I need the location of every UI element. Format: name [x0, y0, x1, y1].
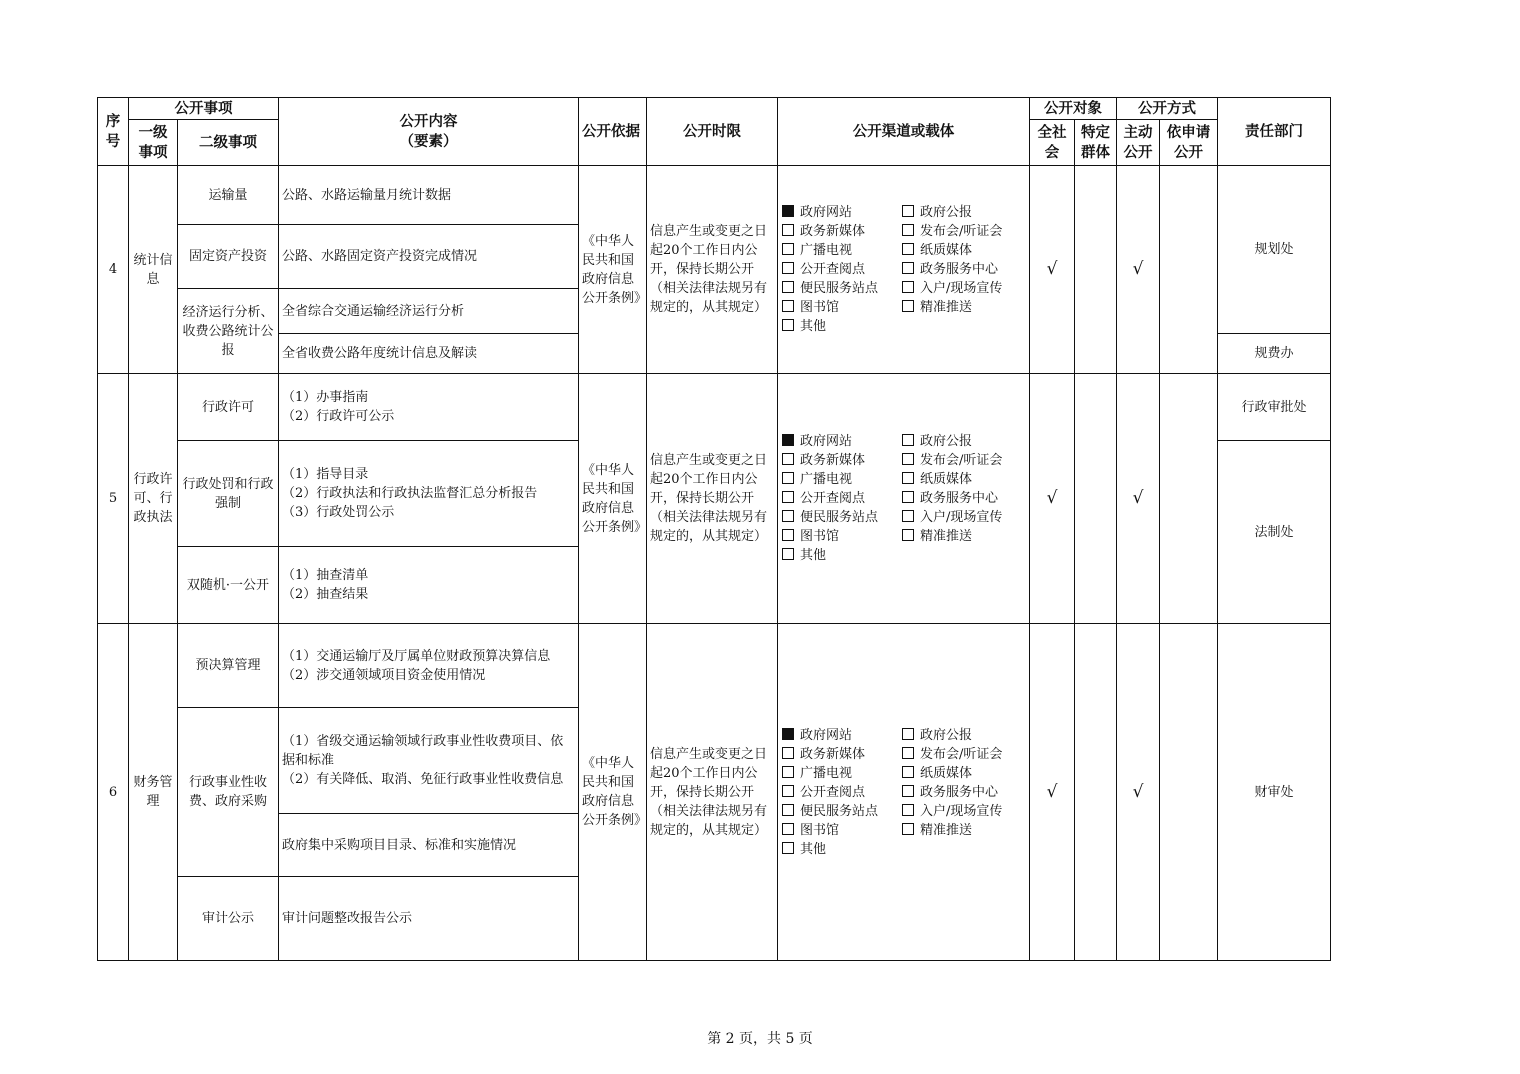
channel-option[interactable]	[902, 260, 998, 279]
channel-option[interactable]	[782, 298, 902, 317]
content-line: （2）涉交通领域项目资金使用情况	[282, 667, 486, 683]
content-cell: 政府集中采购项目目录、标准和实施情况	[279, 814, 579, 877]
unchecked-box-icon	[902, 224, 914, 236]
level2-item: 行政事业性收费、政府采购	[178, 708, 279, 877]
channel-option[interactable]	[902, 802, 1002, 821]
check-all-society: √	[1030, 374, 1075, 624]
level2-item: 运输量	[178, 166, 279, 225]
unchecked-box-icon	[902, 728, 914, 740]
header-specific: 特定群体	[1075, 120, 1117, 166]
channel-row	[782, 764, 1026, 783]
content-line: （1）省级交通运输领域行政事业性收费项目、依据和标准	[282, 734, 564, 768]
level1-item: 行政许可、行政执法	[129, 374, 178, 624]
content-line: （2）抽查结果	[282, 587, 369, 602]
channel-row	[782, 783, 1026, 802]
time-cell: 信息产生或变更之日起20个工作日内公开，保持长期公开（相关法律法规另有规定的，从其规定）	[647, 166, 778, 374]
channel-option[interactable]	[782, 241, 902, 260]
channel-list	[778, 166, 1030, 374]
unchecked-box-icon	[782, 262, 794, 274]
channel-label: 发布会/听证会	[920, 746, 1003, 762]
checked-box-icon	[782, 728, 794, 740]
unchecked-box-icon	[902, 529, 914, 541]
row-number: 6	[98, 624, 129, 961]
checked-box-icon	[782, 434, 794, 446]
channel-option[interactable]	[782, 726, 902, 745]
channel-label: 公开查阅点	[800, 491, 866, 506]
content-cell	[279, 374, 579, 441]
channel-option[interactable]	[782, 317, 902, 336]
content-cell: 全省综合交通运输经济运行分析	[279, 289, 579, 334]
header-request: 依申请公开	[1160, 120, 1218, 166]
basis-cell: 《中华人民共和国政府信息公开条例》	[579, 166, 647, 374]
channel-row	[782, 726, 1026, 745]
channel-label: 其他	[800, 319, 827, 334]
channel-label: 广播电视	[800, 765, 853, 781]
content-cell	[279, 708, 579, 814]
time-cell: 信息产生或变更之日起20个工作日内公开，保持长期公开（相关法律法规另有规定的，从其规定）	[647, 374, 778, 624]
channel-option[interactable]	[902, 821, 972, 840]
unchecked-box-icon	[902, 785, 914, 797]
unchecked-box-icon	[782, 243, 794, 255]
level2-item: 审计公示	[178, 877, 279, 961]
content-line: （2）行政执法和行政执法监督汇总分析报告	[282, 486, 538, 501]
header-items: 公开事项	[129, 98, 279, 120]
channel-option[interactable]	[902, 222, 1002, 241]
channel-option[interactable]	[782, 821, 902, 840]
channel-option[interactable]	[902, 203, 972, 222]
content-cell	[279, 547, 579, 624]
content-cell: 公路、水路固定资产投资完成情况	[279, 225, 579, 289]
channel-row	[782, 279, 1026, 298]
channel-label: 图书馆	[800, 822, 840, 838]
channel-option[interactable]	[902, 241, 972, 260]
channel-label: 政务服务中心	[920, 262, 999, 277]
header-level2: 二级事项	[178, 120, 279, 166]
unchecked-box-icon	[902, 262, 914, 274]
channel-label: 公开查阅点	[800, 262, 866, 277]
level1-item: 财务管理	[129, 624, 178, 961]
channel-label: 政务服务中心	[920, 491, 999, 506]
table-row	[98, 166, 1331, 225]
header-mode: 公开方式	[1117, 98, 1218, 120]
channel-label: 纸质媒体	[920, 472, 973, 487]
channel-label: 便民服务站点	[800, 281, 879, 296]
check-active: √	[1117, 166, 1160, 374]
unchecked-box-icon	[902, 434, 914, 446]
channel-row	[782, 241, 1026, 260]
channel-label: 图书馆	[800, 529, 840, 544]
content-cell: 全省收费公路年度统计信息及解读	[279, 334, 579, 374]
content-line: （3）行政处罚公示	[282, 505, 395, 520]
content-line: （1）交通运输厅及厅属单位财政预算决算信息	[282, 648, 551, 664]
channel-row	[782, 470, 1026, 489]
check-active: √	[1117, 624, 1160, 961]
channel-option[interactable]	[902, 298, 972, 317]
time-cell: 信息产生或变更之日起20个工作日内公开，保持长期公开（相关法律法规另有规定的，从其规定）	[647, 624, 778, 961]
channel-label: 政府公报	[920, 434, 973, 449]
unchecked-box-icon	[782, 491, 794, 503]
channel-option[interactable]	[782, 489, 902, 508]
dept-cell: 财审处	[1218, 624, 1331, 961]
header-content-title: 公开内容	[399, 113, 458, 130]
channel-row	[782, 317, 1026, 336]
header-active: 主动公开	[1117, 120, 1160, 166]
channel-option[interactable]	[902, 508, 1002, 527]
channel-option[interactable]	[902, 432, 972, 451]
channel-label: 精准推送	[920, 822, 973, 838]
channel-label: 政府网站	[800, 434, 853, 449]
table-row	[98, 624, 1331, 708]
unchecked-box-icon	[902, 804, 914, 816]
channel-label: 发布会/听证会	[920, 224, 1003, 239]
unchecked-box-icon	[902, 453, 914, 465]
request-cell	[1160, 374, 1218, 624]
dept-cell: 法制处	[1218, 441, 1331, 624]
header-seq: 序号	[98, 98, 129, 166]
channel-label: 精准推送	[920, 529, 973, 544]
unchecked-box-icon	[902, 510, 914, 522]
channel-row	[782, 451, 1026, 470]
header-dept: 责任部门	[1218, 98, 1331, 166]
level2-item: 双随机·一公开	[178, 547, 279, 624]
channel-option[interactable]	[902, 726, 972, 745]
content-cell	[279, 624, 579, 708]
channel-label: 精准推送	[920, 300, 973, 315]
channel-row	[782, 203, 1026, 222]
level2-item: 行政处罚和行政强制	[178, 441, 279, 547]
header-all-society: 全社会	[1030, 120, 1075, 166]
unchecked-box-icon	[902, 205, 914, 217]
unchecked-box-icon	[902, 823, 914, 835]
channel-option[interactable]	[782, 840, 902, 859]
header-target: 公开对象	[1030, 98, 1117, 120]
specific-cell	[1075, 374, 1117, 624]
unchecked-box-icon	[902, 491, 914, 503]
channel-label: 入户/现场宣传	[920, 803, 1003, 819]
channel-label: 政府网站	[800, 727, 853, 743]
unchecked-box-icon	[782, 300, 794, 312]
channel-row	[782, 508, 1026, 527]
channel-option[interactable]	[782, 764, 902, 783]
channel-option[interactable]	[782, 203, 902, 222]
channel-label: 政务服务中心	[920, 784, 999, 800]
channel-row	[782, 222, 1026, 241]
level2-item: 行政许可	[178, 374, 279, 441]
table-row	[98, 374, 1331, 441]
specific-cell	[1075, 166, 1117, 374]
unchecked-box-icon	[782, 766, 794, 778]
check-all-society: √	[1030, 624, 1075, 961]
unchecked-box-icon	[902, 766, 914, 778]
channel-option[interactable]	[782, 222, 902, 241]
channel-row	[782, 821, 1026, 840]
content-line: （1）办事指南	[282, 390, 369, 405]
checked-box-icon	[782, 205, 794, 217]
content-line: （1）抽查清单	[282, 568, 369, 583]
channel-label: 政务新媒体	[800, 746, 866, 762]
channel-label: 其他	[800, 841, 827, 857]
channel-row	[782, 802, 1026, 821]
channel-label: 其他	[800, 548, 827, 563]
unchecked-box-icon	[782, 224, 794, 236]
unchecked-box-icon	[782, 747, 794, 759]
dept-cell: 行政审批处	[1218, 374, 1331, 441]
level2-item: 经济运行分析、收费公路统计公报	[178, 289, 279, 374]
channel-label: 纸质媒体	[920, 765, 973, 781]
channel-label: 发布会/听证会	[920, 453, 1003, 468]
channel-label: 政务新媒体	[800, 453, 866, 468]
channel-row	[782, 840, 1026, 859]
channel-option[interactable]	[782, 783, 902, 802]
content-cell: 公路、水路运输量月统计数据	[279, 166, 579, 225]
header-time: 公开时限	[647, 98, 778, 166]
channel-option[interactable]	[782, 279, 902, 298]
specific-cell	[1075, 624, 1117, 961]
header-channel: 公开渠道或载体	[778, 98, 1030, 166]
page-footer: 第 2 页，共 5 页	[707, 1031, 813, 1047]
content-line: （2）行政许可公示	[282, 409, 395, 424]
channel-option[interactable]	[902, 451, 1002, 470]
channel-option[interactable]	[782, 802, 902, 821]
channel-label: 政府公报	[920, 205, 973, 220]
channel-option[interactable]	[782, 451, 902, 470]
channel-option[interactable]	[782, 260, 902, 279]
unchecked-box-icon	[782, 529, 794, 541]
unchecked-box-icon	[782, 823, 794, 835]
header-level1: 一级事项	[129, 120, 178, 166]
level2-item: 固定资产投资	[178, 225, 279, 289]
disclosure-table	[97, 97, 1331, 961]
row-number: 5	[98, 374, 129, 624]
unchecked-box-icon	[782, 785, 794, 797]
channel-row	[782, 298, 1026, 317]
dept-cell: 规划处	[1218, 166, 1331, 334]
level1-item: 统计信息	[129, 166, 178, 374]
channel-option[interactable]	[902, 745, 1002, 764]
channel-row	[782, 546, 1026, 565]
channel-option[interactable]	[902, 527, 972, 546]
channel-row	[782, 260, 1026, 279]
header-basis: 公开依据	[579, 98, 647, 166]
check-all-society: √	[1030, 166, 1075, 374]
channel-label: 入户/现场宣传	[920, 281, 1003, 296]
channel-option[interactable]	[902, 279, 1002, 298]
unchecked-box-icon	[782, 804, 794, 816]
channel-label: 图书馆	[800, 300, 840, 315]
unchecked-box-icon	[782, 510, 794, 522]
unchecked-box-icon	[902, 472, 914, 484]
basis-cell: 《中华人民共和国政府信息公开条例》	[579, 374, 647, 624]
channel-label: 政务新媒体	[800, 224, 866, 239]
unchecked-box-icon	[902, 281, 914, 293]
header-content-sub: （要素）	[399, 133, 458, 150]
unchecked-box-icon	[782, 319, 794, 331]
channel-option[interactable]	[782, 527, 902, 546]
channel-option[interactable]	[902, 764, 972, 783]
header-content	[279, 98, 579, 166]
channel-label: 入户/现场宣传	[920, 510, 1003, 525]
channel-row	[782, 745, 1026, 764]
request-cell	[1160, 624, 1218, 961]
unchecked-box-icon	[782, 472, 794, 484]
channel-option[interactable]	[782, 470, 902, 489]
content-cell	[279, 441, 579, 547]
channel-option[interactable]	[782, 432, 902, 451]
channel-list	[778, 624, 1030, 961]
channel-option[interactable]	[782, 508, 902, 527]
channel-row	[782, 489, 1026, 508]
content-cell: 审计问题整改报告公示	[279, 877, 579, 961]
content-line: （1）指导目录	[282, 467, 369, 482]
dept-cell: 规费办	[1218, 334, 1331, 374]
unchecked-box-icon	[902, 300, 914, 312]
channel-option[interactable]	[902, 489, 998, 508]
channel-label: 政府网站	[800, 205, 853, 220]
channel-label: 广播电视	[800, 243, 853, 258]
channel-option[interactable]	[782, 546, 902, 565]
channel-option[interactable]	[782, 745, 902, 764]
channel-row	[782, 527, 1026, 546]
channel-list	[778, 374, 1030, 624]
channel-option[interactable]	[902, 783, 998, 802]
unchecked-box-icon	[902, 747, 914, 759]
channel-option[interactable]	[902, 470, 972, 489]
unchecked-box-icon	[782, 281, 794, 293]
check-active: √	[1117, 374, 1160, 624]
channel-label: 便民服务站点	[800, 803, 879, 819]
row-number: 4	[98, 166, 129, 374]
content-line: （2）有关降低、取消、免征行政事业性收费信息	[282, 772, 564, 787]
level2-item: 预决算管理	[178, 624, 279, 708]
channel-row	[782, 432, 1026, 451]
channel-label: 公开查阅点	[800, 784, 866, 800]
request-cell	[1160, 166, 1218, 374]
channel-label: 纸质媒体	[920, 243, 973, 258]
unchecked-box-icon	[782, 453, 794, 465]
channel-label: 广播电视	[800, 472, 853, 487]
channel-label: 政府公报	[920, 727, 973, 743]
unchecked-box-icon	[782, 548, 794, 560]
basis-cell: 《中华人民共和国政府信息公开条例》	[579, 624, 647, 961]
channel-label: 便民服务站点	[800, 510, 879, 525]
unchecked-box-icon	[902, 243, 914, 255]
unchecked-box-icon	[782, 842, 794, 854]
